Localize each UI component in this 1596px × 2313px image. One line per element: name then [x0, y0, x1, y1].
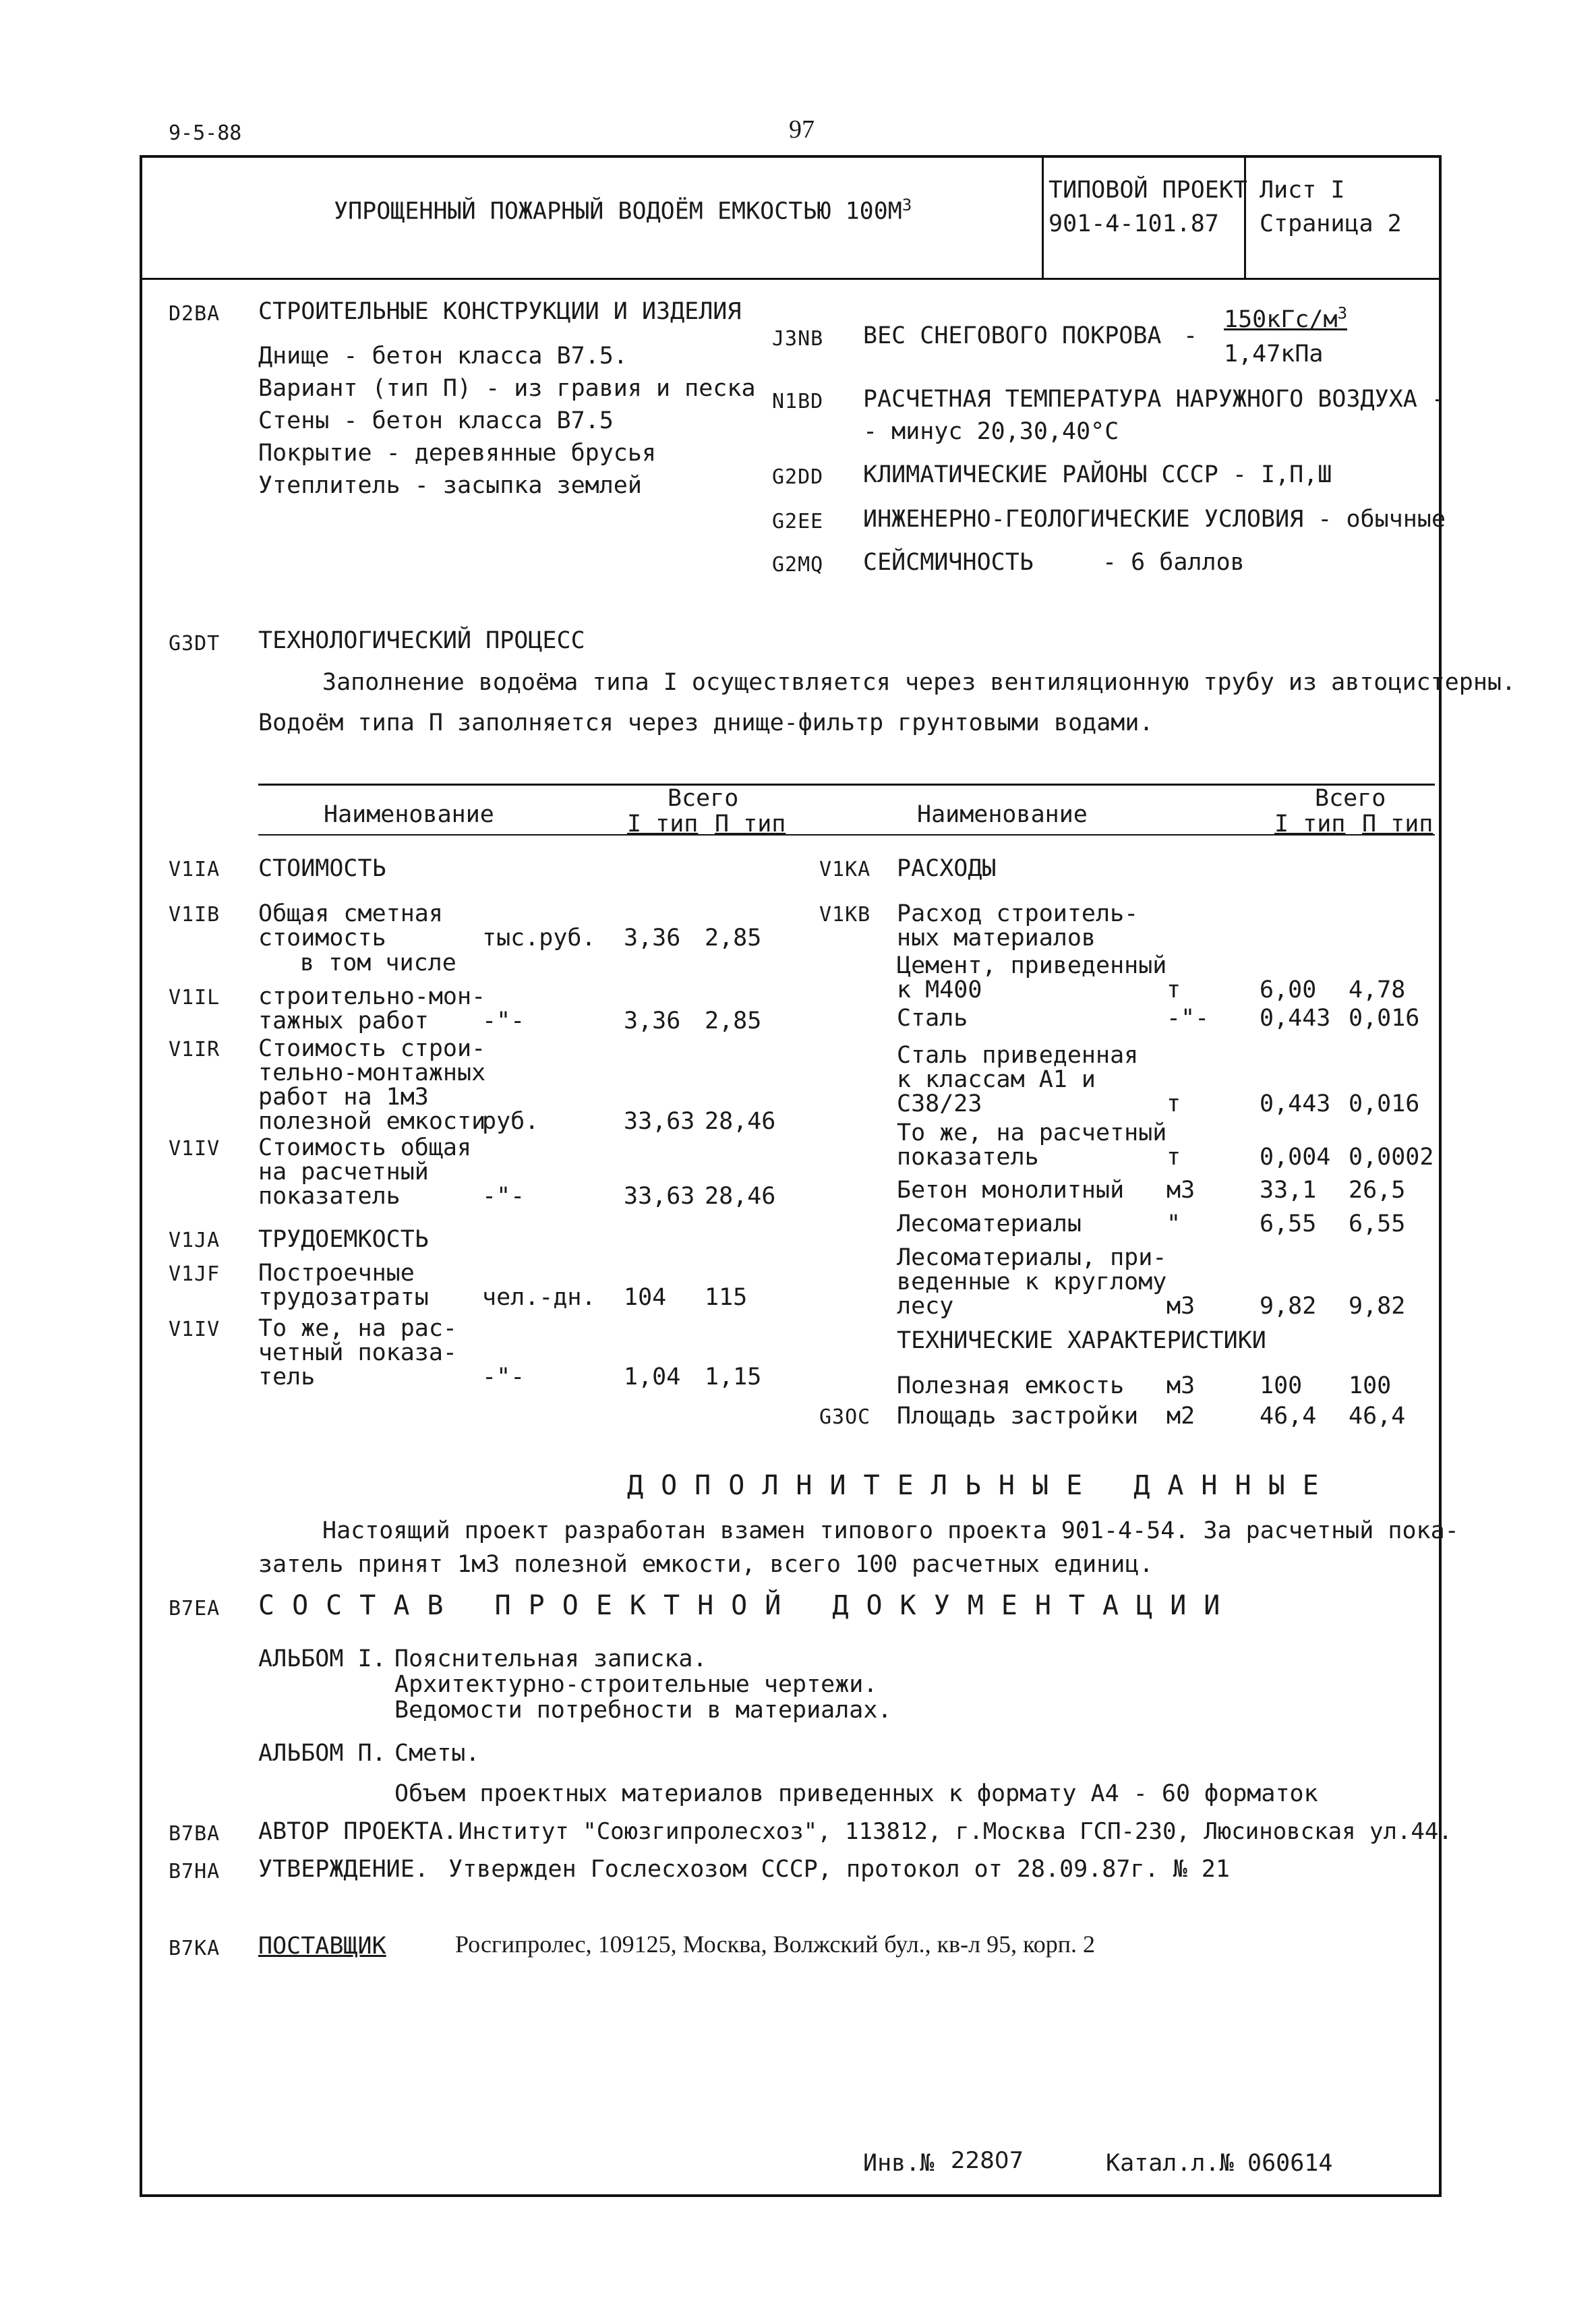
additional-line-2: затель принят 1м3 полезной емкости, всего 100 расчетных единиц.	[258, 1551, 1154, 1578]
row-code: V1IV	[169, 1137, 220, 1161]
row-name-line: веденные к круглому	[897, 1268, 1167, 1295]
row-unit: тыс.руб.	[482, 925, 596, 951]
page-label: Страница 2	[1260, 210, 1402, 237]
left-header-type1: I тип	[627, 811, 699, 838]
author-code: B7BA	[169, 1822, 220, 1846]
row-value-type1: 104	[624, 1284, 667, 1311]
row-name-line: То же, на расчетный	[897, 1119, 1167, 1146]
table-header-rule	[258, 834, 1435, 836]
row-value-type2: 2,85	[705, 1007, 762, 1034]
row-value-type1: 6,55	[1260, 1210, 1317, 1237]
row-code: V1KB	[819, 903, 871, 927]
row-unit: "	[1166, 1210, 1181, 1237]
album1-label: АЛЬБОМ I.	[258, 1645, 386, 1672]
row-name-line: Цемент, приведенный	[897, 952, 1167, 979]
inv-label: Инв.№	[863, 2150, 935, 2177]
row-name-line: на расчетный	[258, 1159, 429, 1185]
row-value-type2: 1,15	[705, 1364, 762, 1390]
row-unit: т	[1166, 1144, 1181, 1171]
row-name-line: к М400	[897, 976, 982, 1003]
header-divider-2	[1244, 155, 1246, 279]
snow-load-top-sup: 3	[1337, 303, 1348, 322]
process-code: G3DT	[169, 632, 220, 655]
row-value-type2: 28,46	[705, 1183, 776, 1210]
row-name-line: тельно-монтажных	[258, 1059, 486, 1086]
row-name-line: Стоимость общая	[258, 1134, 472, 1161]
row-value-type1: 3,36	[624, 1007, 681, 1034]
row-unit: м3	[1166, 1293, 1195, 1320]
row-name-line: РАСХОДЫ	[897, 855, 997, 882]
header-title-sup: 3	[902, 196, 912, 214]
supplier-text: Росгипролес, 109125, Москва, Волжский бул., кв-л 95, корп. 2	[455, 1931, 1096, 1958]
row-name-line: к классам А1 и	[897, 1066, 1096, 1093]
row-name-line: работ на 1м3	[258, 1084, 429, 1111]
row-unit: м2	[1166, 1403, 1195, 1430]
param-code: G2MQ	[772, 553, 824, 577]
row-unit: руб.	[482, 1108, 539, 1135]
header-divider-1	[1042, 155, 1044, 279]
snow-load-bottom: 1,47кПа	[1224, 341, 1324, 368]
left-header-type2: П тип	[715, 811, 786, 838]
param-line2: - минус 20,30,40°С	[863, 418, 1119, 445]
row-value-type2: 4,78	[1349, 976, 1406, 1003]
process-title: ТЕХНОЛОГИЧЕСКИЙ ПРОЦЕСС	[258, 627, 585, 654]
approval-label: УТВЕРЖДЕНИЕ.	[258, 1856, 429, 1883]
row-value-type2: 6,55	[1349, 1210, 1406, 1237]
row-unit: -"-	[482, 1007, 525, 1034]
row-name-line: ТРУДОЕМКОСТЬ	[258, 1226, 429, 1253]
param-value: - 6 баллов	[1102, 549, 1245, 576]
album2-label: АЛЬБОМ П.	[258, 1740, 386, 1767]
project-number: 901-4-101.87	[1048, 210, 1219, 237]
row-name-line: То же, на рас-	[258, 1315, 458, 1342]
supplier-code: B7KA	[169, 1937, 220, 1960]
row-value-type1: 0,443	[1260, 1005, 1331, 1032]
row-unit: -"-	[482, 1364, 525, 1390]
row-unit: -"-	[1166, 1005, 1210, 1032]
row-name-line: Лесоматериалы	[897, 1210, 1082, 1237]
row-unit: -"-	[482, 1183, 525, 1210]
cat-label: Катал.л.№	[1106, 2150, 1234, 2177]
constructions-code: D2BA	[169, 302, 220, 326]
row-name-line: ТЕХНИЧЕСКИЕ ХАРАКТЕРИСТИКИ	[897, 1327, 1266, 1354]
row-value-type1: 0,443	[1260, 1090, 1331, 1117]
param-label: СЕЙСМИЧНОСТЬ	[863, 549, 1034, 576]
param-label: КЛИМАТИЧЕСКИЕ РАЙОНЫ СССР - I,П,Ш	[863, 461, 1332, 488]
supplier-label: ПОСТАВЩИК	[258, 1933, 386, 1960]
row-value-type2: 26,5	[1349, 1177, 1406, 1204]
sheet-number: Лист I	[1260, 177, 1345, 204]
row-value-type2: 28,46	[705, 1108, 776, 1135]
process-line-1: Заполнение водоёма типа I осуществляется через вентиляционную трубу из автоцистерны.	[322, 669, 1516, 696]
param-code: G2DD	[772, 465, 824, 489]
row-value-type1: 33,1	[1260, 1177, 1317, 1204]
row-name-line: Полезная емкость	[897, 1372, 1125, 1399]
header-title	[334, 196, 912, 225]
row-name-line: тель	[258, 1364, 316, 1390]
row-name-line: Построечные	[258, 1260, 415, 1287]
param-label: ИНЖЕНЕРНО-ГЕОЛОГИЧЕСКИЕ УСЛОВИЯ - обычные	[863, 506, 1446, 533]
row-name-line: Сталь приведенная	[897, 1042, 1139, 1069]
row-value-type2: 46,4	[1349, 1403, 1406, 1430]
header-title-text: УПРОЩЕННЫЙ ПОЖАРНЫЙ ВОДОЁМ ЕМКОСТЬЮ 100М	[334, 198, 902, 225]
row-value-type2: 100	[1349, 1372, 1392, 1399]
table-top-rule	[258, 784, 1435, 786]
row-name-line: строительно-мон-	[258, 983, 486, 1010]
page-number: 97	[789, 115, 815, 144]
row-code: V1IA	[169, 858, 220, 881]
album1-line: Архитектурно-строительные чертежи.	[394, 1671, 878, 1698]
constructions-line: Утеплитель - засыпка землей	[258, 472, 642, 499]
row-value-type1: 33,63	[624, 1108, 695, 1135]
param-code: G2EE	[772, 510, 824, 533]
row-unit: т	[1166, 1090, 1181, 1117]
album2-text: Сметы.	[394, 1740, 480, 1767]
row-name-line: лесу	[897, 1293, 954, 1320]
documentation-title: СОСТАВ ПРОЕКТНОЙ ДОКУМЕНТАЦИИ	[258, 1590, 1238, 1621]
row-name-line: С38/23	[897, 1090, 982, 1117]
row-value-type1: 1,04	[624, 1364, 681, 1390]
row-name-line: полезной емкости	[258, 1108, 486, 1135]
row-value-type2: 9,82	[1349, 1293, 1406, 1320]
row-value-type1: 6,00	[1260, 976, 1317, 1003]
row-value-type1: 46,4	[1260, 1403, 1317, 1430]
documentation-volume: Объем проектных материалов приведенных к формату А4 - 60 форматок	[394, 1780, 1318, 1807]
row-unit: м3	[1166, 1372, 1195, 1399]
param-code: N1BD	[772, 390, 824, 413]
row-unit: м3	[1166, 1177, 1195, 1204]
row-unit: т	[1166, 976, 1181, 1003]
right-header-name: Наименование	[917, 801, 1088, 828]
author-label: АВТОР ПРОЕКТА.	[258, 1818, 458, 1845]
row-value-type1: 33,63	[624, 1183, 695, 1210]
row-name-line: Расход строитель-	[897, 900, 1139, 927]
documentation-code: B7EA	[169, 1597, 220, 1620]
constructions-line: Стены - бетон класса В7.5	[258, 407, 614, 434]
author-text: Институт "Союзгипролесхоз", 113812, г.Москва ГСП-230, Люсиновская ул.44.	[459, 1818, 1452, 1845]
row-name-line: Сталь	[897, 1005, 968, 1032]
row-value-type2: 0,0002	[1349, 1144, 1434, 1171]
snow-load-value	[1224, 303, 1347, 333]
date-code: 9-5-88	[169, 121, 242, 145]
snow-load-top-text: 150кГс/м	[1224, 305, 1338, 333]
approval-text: Утвержден Гослесхозом СССР, протокол от 28.09.87г. № 21	[448, 1856, 1230, 1883]
row-code: V1JF	[169, 1262, 220, 1286]
row-name-line: четный показа-	[258, 1339, 458, 1366]
approval-code: B7HA	[169, 1860, 220, 1883]
right-header-total: Всего	[1315, 785, 1386, 812]
project-label: ТИПОВОЙ ПРОЕКТ	[1048, 177, 1248, 204]
constructions-line: Вариант (тип П) - из гравия и песка	[258, 375, 756, 402]
row-code: V1IV	[169, 1318, 220, 1341]
row-unit: чел.-дн.	[482, 1284, 596, 1311]
param-code: J3NB	[772, 327, 824, 351]
row-value-type2: 115	[705, 1284, 748, 1311]
row-name-line: ных материалов	[897, 925, 1096, 951]
inv-value: 22807	[951, 2147, 1024, 2174]
row-value-type1: 9,82	[1260, 1293, 1317, 1320]
row-name-line: Стоимость строи-	[258, 1035, 486, 1062]
cat-value: 060614	[1247, 2150, 1333, 2177]
row-value-type1: 0,004	[1260, 1144, 1331, 1171]
row-name-line: Бетон монолитный	[897, 1177, 1125, 1204]
row-name-line: Площадь застройки	[897, 1403, 1139, 1430]
row-code: G3OC	[819, 1405, 871, 1429]
album1-line: Пояснительная записка.	[394, 1645, 707, 1672]
row-name-line: показатель	[258, 1183, 401, 1210]
row-name-line: трудозатраты	[258, 1284, 429, 1311]
param-label: РАСЧЕТНАЯ ТЕМПЕРАТУРА НАРУЖНОГО ВОЗДУХА -	[863, 386, 1446, 413]
row-name-line: тажных работ	[258, 1007, 429, 1034]
process-line-2: Водоём типа П заполняется через днище-фильтр грунтовыми водами.	[258, 709, 1154, 736]
left-header-name: Наименование	[324, 801, 494, 828]
additional-line-1: Настоящий проект разработан взамен типового проекта 901-4-54. За расчетный пока-	[322, 1517, 1459, 1544]
right-header-type2: П тип	[1362, 811, 1434, 838]
param-dash: -	[1183, 322, 1198, 349]
row-value-type2: 0,016	[1349, 1005, 1420, 1032]
row-code: V1IB	[169, 903, 220, 927]
row-name-line: Общая сметная	[258, 900, 443, 927]
row-code: V1JA	[169, 1229, 220, 1252]
row-name-line: показатель	[897, 1144, 1039, 1171]
row-value-type1: 3,36	[624, 925, 681, 951]
row-value-type2: 0,016	[1349, 1090, 1420, 1117]
row-name-line: в том числе	[300, 949, 456, 976]
left-header-total: Всего	[668, 785, 739, 812]
row-name-line: Лесоматериалы, при-	[897, 1244, 1167, 1271]
row-name-line: стоимость	[258, 925, 386, 951]
row-code: V1IL	[169, 986, 220, 1009]
row-name-line: СТОИМОСТЬ	[258, 855, 386, 882]
right-header-type1: I тип	[1274, 811, 1346, 838]
constructions-line: Покрытие - деревянные брусья	[258, 440, 657, 467]
param-label: ВЕС СНЕГОВОГО ПОКРОВА	[863, 322, 1162, 349]
row-value-type1: 100	[1260, 1372, 1303, 1399]
additional-title: ДОПОЛНИТЕЛЬНЫЕ ДАННЫЕ	[627, 1470, 1336, 1501]
album1-line: Ведомости потребности в материалах.	[394, 1697, 892, 1724]
row-code: V1IR	[169, 1038, 220, 1061]
snow-load-top	[1224, 303, 1348, 333]
constructions-title: СТРОИТЕЛЬНЫЕ КОНСТРУКЦИИ И ИЗДЕЛИЯ	[258, 298, 742, 325]
constructions-line: Днище - бетон класса В7.5.	[258, 343, 628, 370]
row-code: V1KA	[819, 858, 871, 881]
row-value-type2: 2,85	[705, 925, 762, 951]
